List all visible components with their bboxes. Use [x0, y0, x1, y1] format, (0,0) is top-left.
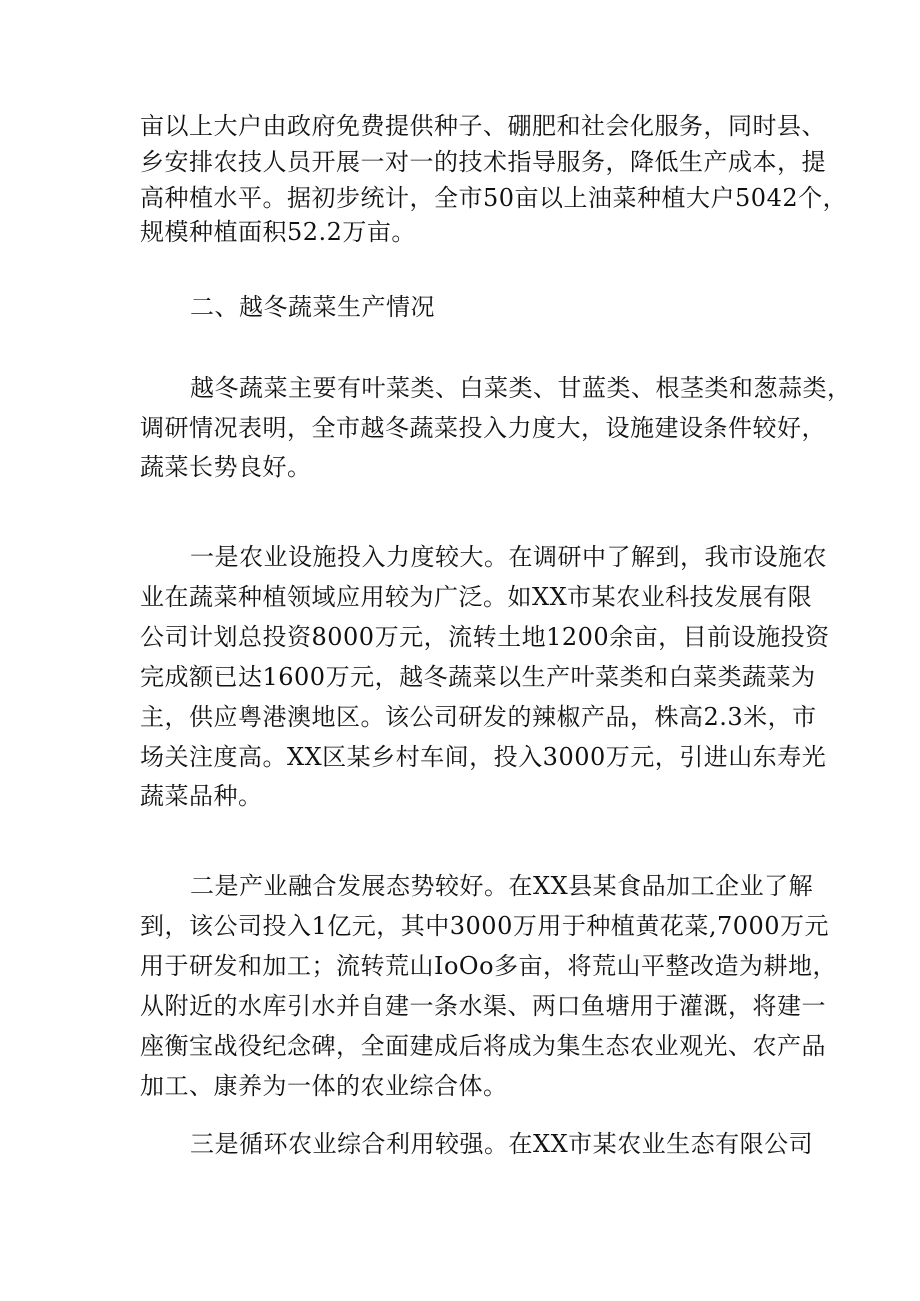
text-line: 座衡宝战役纪念碑，全面建成后将成为集生态农业观光、农产品	[140, 1032, 826, 1060]
text-line: 从附近的水库引水并自建一条水渠、两口鱼塘用于灌溉，将建一	[140, 992, 826, 1020]
section-heading: 二、越冬蔬菜生产情况	[190, 293, 435, 321]
text-line: 三是循环农业综合利用较强。在XX市某农业生态有限公司	[190, 1130, 814, 1158]
text-line: 调研情况表明，全市越冬蔬菜投入力度大，设施建设条件较好，	[140, 414, 826, 442]
text-line: 用于研发和加工；流转荒山IoOo多亩，将荒山平整改造为耕地，	[140, 952, 838, 980]
text-line: 乡安排农技人员开展一对一的技术指导服务，降低生产成本，提	[140, 148, 826, 176]
text-line: 主，供应粤港澳地区。该公司研发的辣椒产品，株高2.3米，市	[140, 703, 817, 731]
text-line: 亩以上大户由政府免费提供种子、硼肥和社会化服务，同时县、	[140, 112, 826, 140]
text-line: 规模种植面积52.2万亩。	[140, 218, 416, 246]
text-line: 到，该公司投入1亿元，其中3000万用于种植黄花菜,7000万元	[140, 912, 830, 940]
text-line: 加工、康养为一体的农业综合体。	[140, 1072, 508, 1100]
text-line: 蔬菜长势良好。	[140, 453, 312, 481]
text-line: 高种植水平。据初步统计，全市50亩以上油菜种植大户5042个，	[140, 184, 848, 212]
text-line: 一是农业设施投入力度较大。在调研中了解到，我市设施农	[190, 543, 827, 571]
text-line: 公司计划总投资8000万元，流转土地1200余亩，目前设施投资	[140, 623, 830, 651]
text-line: 越冬蔬菜主要有叶菜类、白菜类、甘蓝类、根茎类和葱蒜类，	[190, 374, 852, 402]
text-line: 场关注度高。XX区某乡村车间，投入3000万元，引进山东寿光	[140, 743, 827, 771]
text-line: 二是产业融合发展态势较好。在XX县某食品加工企业了解	[190, 872, 814, 900]
text-line: 完成额已达1600万元，越冬蔬菜以生产叶菜类和白菜类蔬菜为	[140, 663, 816, 691]
text-line: 蔬菜品种。	[140, 782, 263, 810]
text-line: 业在蔬菜种植领域应用较为广泛。如XX市某农业科技发展有限	[140, 583, 813, 611]
